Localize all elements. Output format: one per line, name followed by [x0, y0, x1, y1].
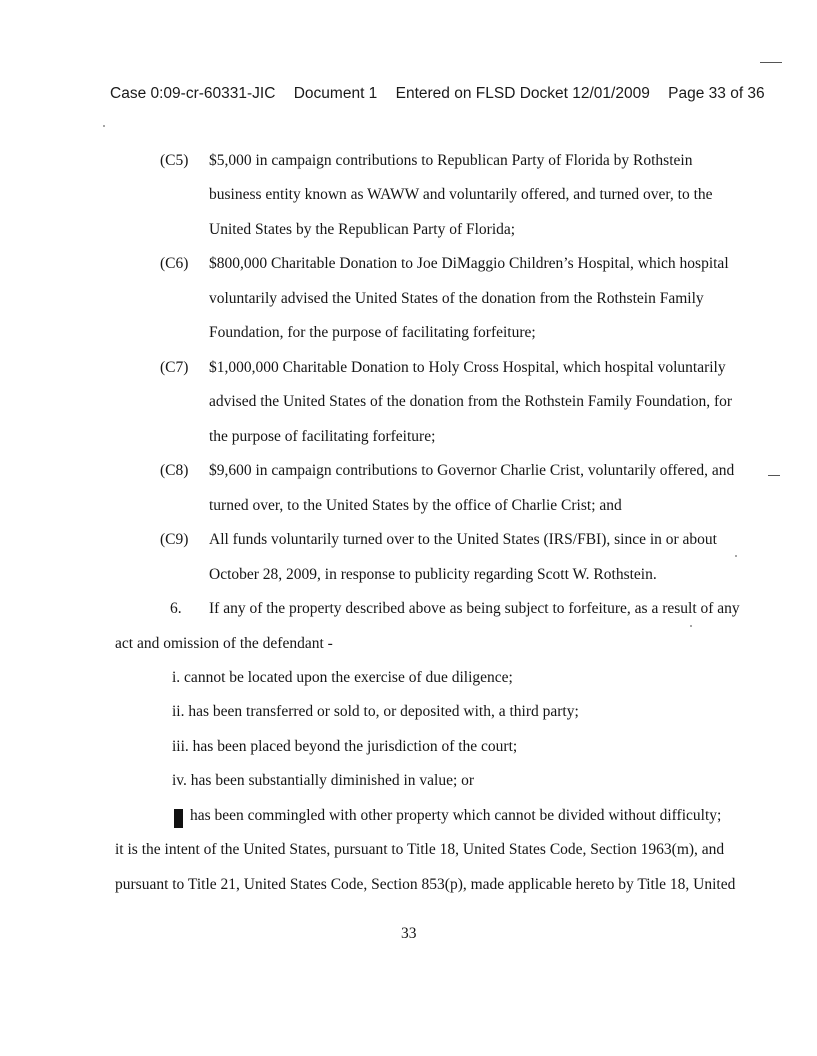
- item-c7-line-2: advised the United States of the donation from the Rothstein Family Foundation, for: [209, 393, 733, 410]
- item-c6-line-1: $800,000 Charitable Donation to Joe DiMaggio Children’s Hospital, which hospital: [209, 255, 729, 272]
- item-c8-line-1: $9,600 in campaign contributions to Governor Charlie Crist, voluntarily offered, and: [209, 462, 735, 479]
- subitem-i: i. cannot be located upon the exercise of due diligence;: [172, 669, 513, 686]
- docket-header: [110, 85, 765, 103]
- item-c5-line-2: business entity known as WAWW and voluntarily offered, and turned over, to the: [209, 186, 713, 203]
- item-label-c8: (C8): [160, 462, 189, 479]
- item-c9-line-1: All funds voluntarily turned over to the United States (IRS/FBI), since in or about: [209, 531, 717, 548]
- paragraph-number-6: 6.: [170, 600, 182, 617]
- closing-line-2: pursuant to Title 21, United States Code, Section 853(p), made applicable hereto by Title 18, United: [115, 876, 736, 893]
- scan-artifact: [103, 125, 105, 127]
- item-label-c7: (C7): [160, 359, 189, 376]
- paragraph-6-line-1: If any of the property described above as being subject to forfeiture, as a result of any: [209, 600, 740, 617]
- item-c9-line-2: October 28, 2009, in response to publicity regarding Scott W. Rothstein.: [209, 566, 657, 583]
- subitem-v: has been commingled with other property which cannot be divided without difficulty;: [190, 807, 722, 824]
- item-c7-line-1: $1,000,000 Charitable Donation to Holy Cross Hospital, which hospital voluntarily: [209, 359, 726, 376]
- document-number: Document 1: [293, 85, 378, 102]
- redaction-mark: [174, 809, 183, 828]
- case-number: Case 0:09-cr-60331-JIC: [110, 85, 276, 102]
- scan-artifact: [690, 625, 692, 627]
- item-c5-line-1: $5,000 in campaign contributions to Republican Party of Florida by Rothstein: [209, 152, 693, 169]
- item-c8-line-2: turned over, to the United States by the office of Charlie Crist; and: [209, 497, 622, 514]
- closing-line-1: it is the intent of the United States, pursuant to Title 18, United States Code, Section 1963(m), and: [115, 841, 725, 858]
- subitem-iv: iv. has been substantially diminished in value; or: [172, 772, 475, 789]
- paragraph-6-line-2: act and omission of the defendant -: [115, 635, 333, 652]
- item-label-c9: (C9): [160, 531, 189, 548]
- item-c6-line-2: voluntarily advised the United States of the donation from the Rothstein Family: [209, 290, 704, 307]
- page-number: 33: [401, 925, 417, 942]
- item-label-c6: (C6): [160, 255, 189, 272]
- scan-artifact: [760, 62, 782, 63]
- docket-entry: Entered on FLSD Docket 12/01/2009: [395, 85, 650, 102]
- scan-artifact: [735, 555, 737, 557]
- subitem-ii: ii. has been transferred or sold to, or deposited with, a third party;: [172, 703, 579, 720]
- page-indicator: Page 33 of 36: [668, 85, 765, 102]
- item-c5-line-3: United States by the Republican Party of Florida;: [209, 221, 516, 238]
- subitem-iii: iii. has been placed beyond the jurisdiction of the court;: [172, 738, 518, 755]
- item-c6-line-3: Foundation, for the purpose of facilitating forfeiture;: [209, 324, 536, 341]
- item-c7-line-3: the purpose of facilitating forfeiture;: [209, 428, 436, 445]
- item-label-c5: (C5): [160, 152, 189, 169]
- scan-artifact: [768, 475, 780, 476]
